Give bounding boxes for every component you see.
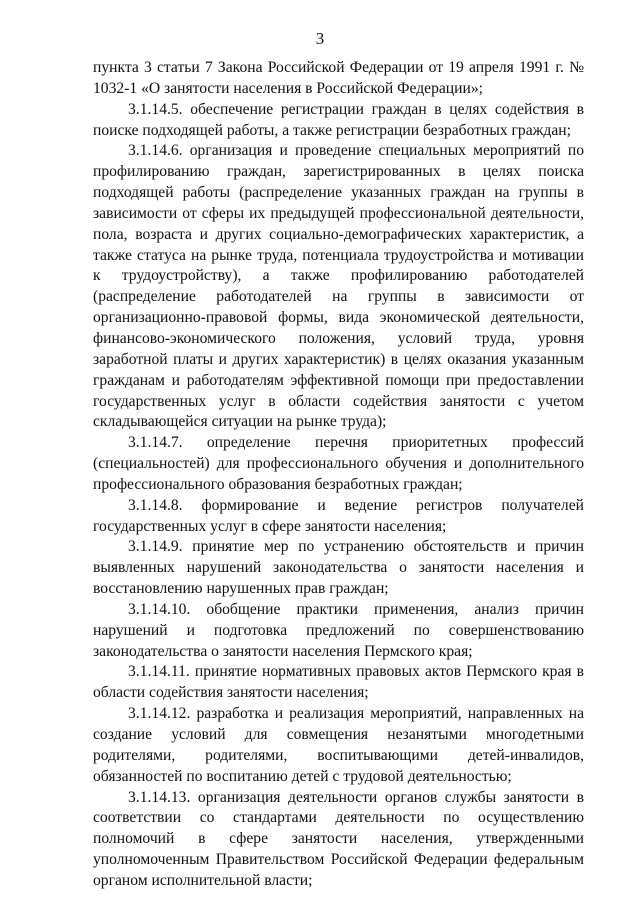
paragraph-3-1-14-13: 3.1.14.13. организация деятельности органов службы занятости в соответствии со стандартами деятельности по осуществлению полномочий в сфере занятости населения, утвержденными уполномоченным Правительством Российской Федерации федеральным органом исполнительной власти; [93,788,584,889]
paragraph-continuation: пункта 3 статьи 7 Закона Российской Федерации от 19 апреля 1991 г. № 1032-1 «О занятости населения в Российской Федерации»; [93,59,584,97]
paragraph-3-1-14-6: 3.1.14.6. организация и проведение специальных мероприятий по профилированию граждан, зарегистрированных в целях поиска подходящей работы (распределение указанных граждан на группы в зависимости от сферы их предыдущей профессиональной деятельности, пола, возраста и других социально-демографических характеристик, а также статуса на рынке труда, потенциала трудоустройства и мотивации к трудоустройству), а также профилированию работодателей (распределение работодателей на группы в зависимости от организационно-правовой формы, вида экономической деятельности, финансово-экономического положения, условий труда, уровня заработной платы и других характеристик) в целях оказания указанным гражданам и работодателям эффективной помощи при предоставлении государственных услуг в области содействия занятости с учетом складывающейся ситуации на рынке труда); [93,142,584,431]
paragraph-3-1-14-10: 3.1.14.10. обобщение практики применения, анализ причин нарушений и подготовка предложений по совершенствованию законодательства о занятости населения Пермского края; [93,600,584,660]
paragraph-3-1-14-9: 3.1.14.9. принятие мер по устранению обстоятельств и причин выявленных нарушений законодательства о занятости населения и восстановлению нарушенных прав граждан; [93,538,584,598]
paragraph-3-1-14-11: 3.1.14.11. принятие нормативных правовых актов Пермского края в области содействия занятости населения; [93,663,584,702]
paragraph-3-1-14-7: 3.1.14.7. определение перечня приоритетных профессий (специальностей) для профессионального обучения и дополнительного профессионального образования безработных граждан; [93,434,584,493]
paragraph-3-1-14-5: 3.1.14.5. обеспечение регистрации граждан в целях содействия в поиске подходящей работы, а также регистрации безработных граждан; [93,100,584,139]
page-number: 3 [315,29,325,48]
paragraph-3-1-14-12: 3.1.14.12. разработка и реализация мероприятий, направленных на создание условий для совмещения незанятыми многодетными родителями, родителями, воспитывающими детей-инвалидов, обязанностей по воспитанию детей с трудовой деятельностью; [93,705,584,785]
document-body [93,58,584,892]
paragraph-3-1-14-8: 3.1.14.8. формирование и ведение регистров получателей государственных услуг в сфере занятости населения; [93,496,584,535]
